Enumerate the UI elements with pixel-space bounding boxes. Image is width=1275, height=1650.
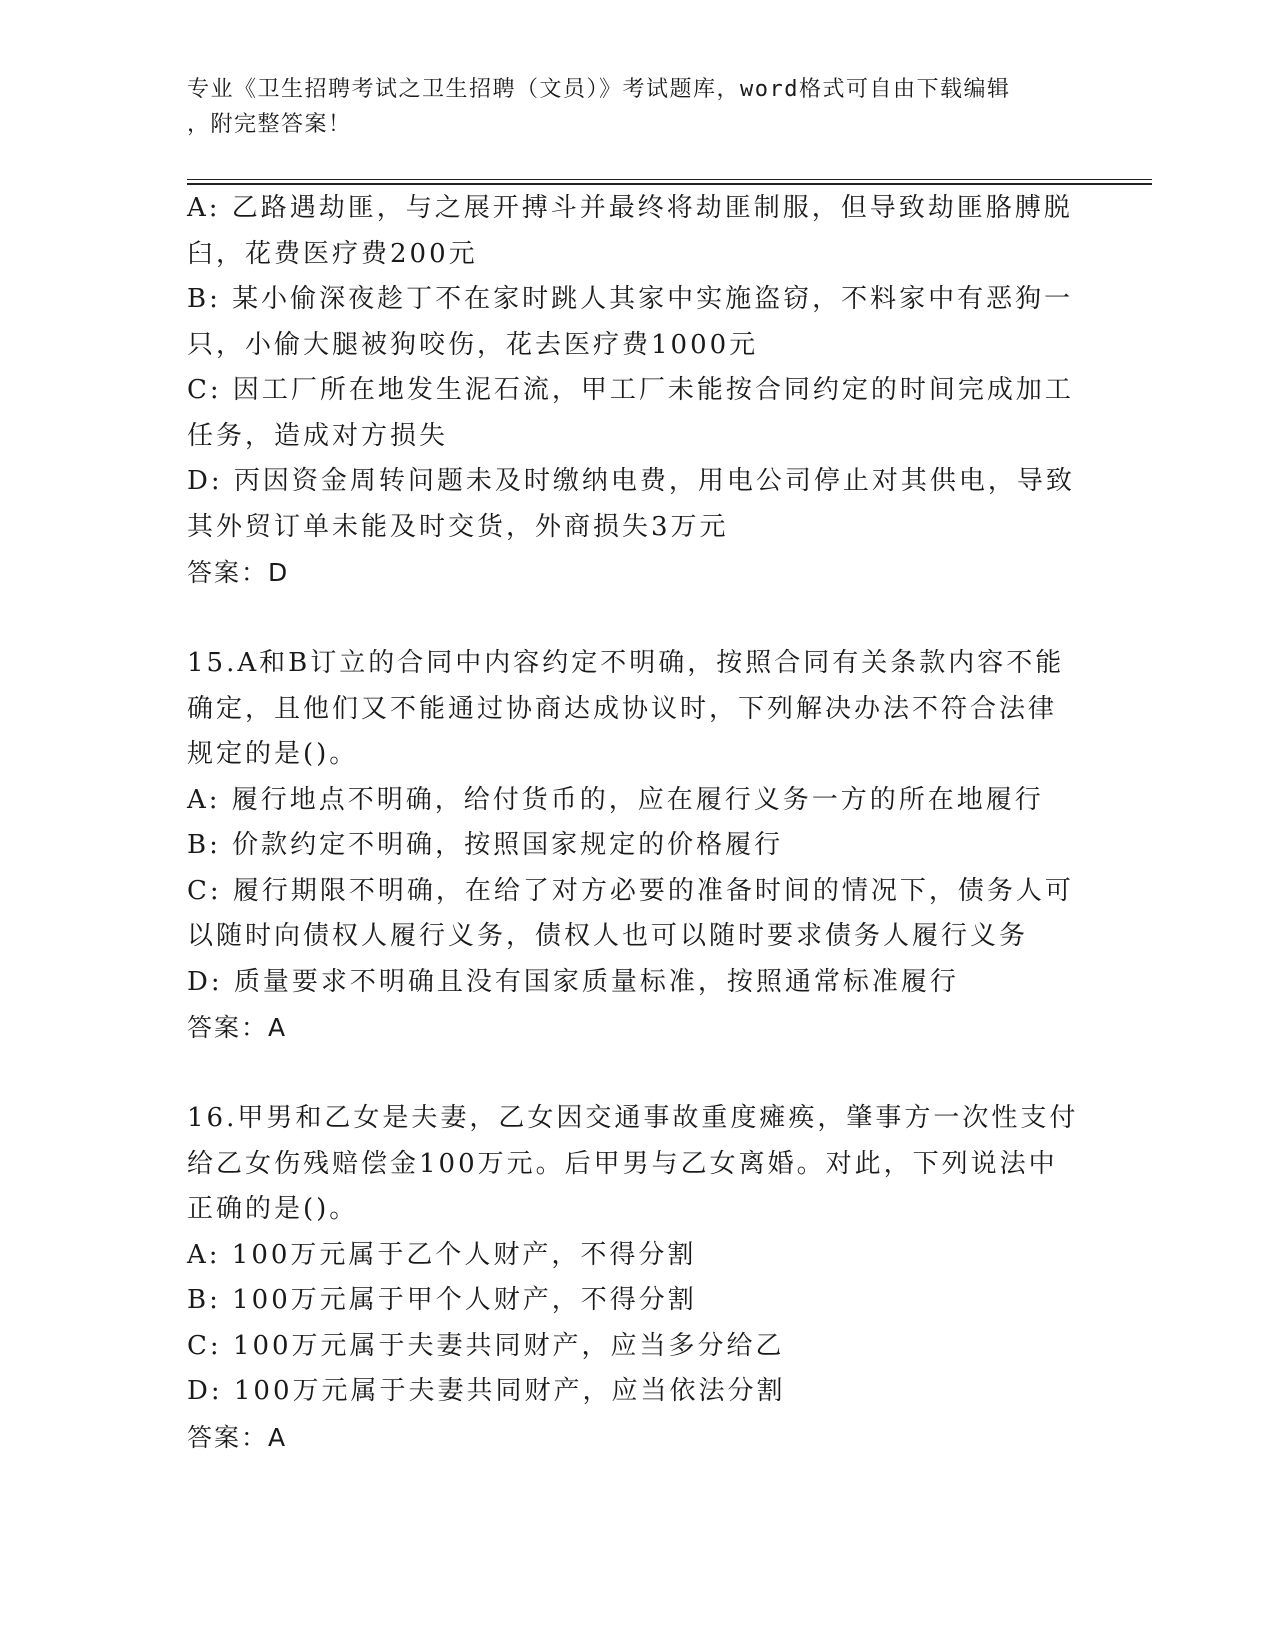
header-line-2: ，附完整答案！ — [187, 112, 352, 137]
question-text-line: 确定，且他们又不能通过协商达成协议时，下列解决办法不符合法律 — [187, 693, 1058, 724]
option-line: 其外贸订单未能及时交货，外商损失3万元 — [187, 511, 729, 542]
question-block-15 — [187, 641, 1087, 1051]
question-text-line: 16.甲男和乙女是夫妻，乙女因交通事故重度瘫痪，肇事方一次性支付 — [187, 1103, 1079, 1133]
question-text-line: 给乙女伤残赔偿金100万元。后甲男与乙女离婚。对此，下列说法中 — [187, 1148, 1058, 1179]
answer-line: 答案：A — [187, 1013, 288, 1042]
option-line: B: 某小偷深夜趁丁不在家时跳人其家中实施盗窃，不料家中有恶狗一 — [187, 284, 1074, 314]
question-text-line: 正确的是()。 — [187, 1194, 359, 1224]
option-line: B: 价款约定不明确，按照国家规定的价格履行 — [187, 830, 784, 860]
question-text-line: 规定的是()。 — [187, 739, 359, 769]
option-line: C: 履行期限不明确，在给了对方必要的准备时间的情况下，债务人可 — [187, 875, 1074, 906]
header-divider-thin — [187, 179, 1152, 180]
option-line: C: 因工厂所在地发生泥石流，甲工厂未能按合同约定的时间完成加工 — [187, 375, 1074, 405]
option-line: A: 乙路遇劫匪，与之展开搏斗并最终将劫匪制服，但导致劫匪胳膊脱 — [187, 193, 1073, 223]
option-line: 臼，花费医疗费200元 — [187, 238, 478, 269]
option-line: 任务，造成对方损失 — [187, 420, 449, 451]
option-line: C: 100万元属于夫妻共同财产，应当多分给乙 — [187, 1330, 785, 1361]
option-line: B: 100万元属于甲个人财产，不得分割 — [187, 1285, 697, 1315]
option-line: A: 100万元属于乙个人财产，不得分割 — [187, 1239, 697, 1270]
block-spacer — [187, 596, 1087, 642]
question-block-16 — [187, 1096, 1087, 1460]
header-divider-thick — [187, 183, 1152, 185]
option-line: D: 100万元属于夫妻共同财产，应当依法分割 — [187, 1376, 786, 1406]
option-line: 以随时向债权人履行义务，债权人也可以随时要求债务人履行义务 — [187, 921, 1029, 951]
option-line: A: 履行地点不明确，给付货币的，应在履行义务一方的所在地履行 — [187, 784, 1044, 815]
question-list — [187, 186, 1087, 1460]
option-line: 只，小偷大腿被狗咬伤，花去医疗费1000元 — [187, 329, 759, 360]
question-text-line: 15.A和B订立的合同中内容约定不明确，按照合同有关条款内容不能 — [187, 648, 1065, 678]
answer-line: 答案：D — [187, 558, 290, 587]
header-line-1: 专业《卫生招聘考试之卫生招聘（文员）》考试题库，word格式可自由下载编辑 — [187, 77, 1011, 102]
answer-line: 答案：A — [187, 1422, 288, 1452]
question-block-14 — [187, 186, 1087, 596]
option-line: D: 质量要求不明确且没有国家质量标准，按照通常标准履行 — [187, 966, 959, 997]
option-line: D: 丙因资金周转问题未及时缴纳电费，用电公司停止对其供电，导致 — [187, 466, 1075, 496]
block-spacer — [187, 1051, 1087, 1097]
document-header — [187, 72, 1087, 142]
